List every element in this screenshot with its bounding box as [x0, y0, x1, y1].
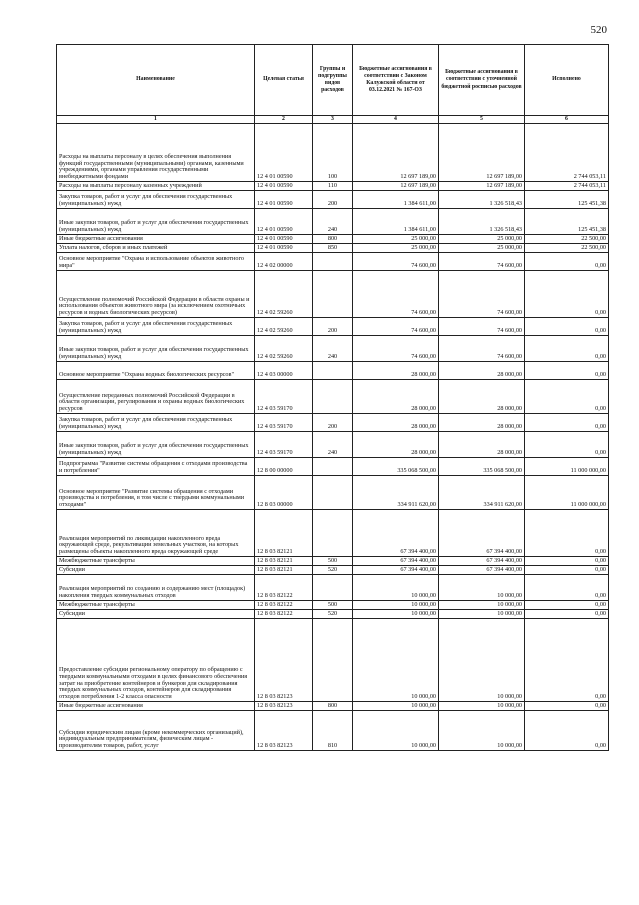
row-expense-group	[313, 253, 353, 271]
row-expense-group: 500	[313, 557, 353, 566]
row-expense-group	[313, 458, 353, 476]
row-refined-amount: 28 000,00	[439, 362, 525, 380]
row-executed-amount: 11 000 000,00	[525, 476, 609, 510]
row-expense-group	[313, 271, 353, 318]
row-refined-amount: 67 394 400,00	[439, 510, 525, 557]
table-row	[57, 711, 609, 751]
row-expense-group: 110	[313, 182, 353, 191]
row-law-amount: 10 000,00	[353, 711, 439, 751]
table-row	[57, 235, 609, 244]
row-executed-amount: 0,00	[525, 566, 609, 575]
row-target-article: 12 4 03 59170	[255, 380, 313, 414]
row-name: Основное мероприятие "Охрана водных биологических ресурсов"	[57, 362, 255, 380]
row-law-amount: 1 384 611,00	[353, 191, 439, 209]
row-name: Иные бюджетные ассигнования	[57, 702, 255, 711]
row-name: Основное мероприятие "Развитие системы обращения с отходами производства и потребления, в том числе с твердыми коммунальными отходами"	[57, 476, 255, 510]
page-number: 520	[590, 24, 607, 36]
row-target-article: 12 8 03 82122	[255, 575, 313, 601]
table-row	[57, 318, 609, 336]
row-name: Межбюджетные трансферты	[57, 557, 255, 566]
column-number: 4	[353, 116, 439, 124]
row-expense-group: 200	[313, 191, 353, 209]
row-law-amount: 25 000,00	[353, 235, 439, 244]
row-name: Иные бюджетные ассигнования	[57, 235, 255, 244]
table-row	[57, 610, 609, 619]
row-name: Закупка товаров, работ и услуг для обеспечения государственных (муниципальных) нужд	[57, 318, 255, 336]
row-expense-group: 100	[313, 124, 353, 182]
row-target-article: 12 4 03 00000	[255, 362, 313, 380]
row-target-article: 12 8 00 00000	[255, 458, 313, 476]
row-executed-amount: 125 451,38	[525, 191, 609, 209]
row-expense-group: 520	[313, 566, 353, 575]
row-expense-group	[313, 362, 353, 380]
row-name: Расходы на выплаты персоналу казенных учреждений	[57, 182, 255, 191]
row-law-amount: 1 384 611,00	[353, 209, 439, 235]
row-law-amount: 28 000,00	[353, 432, 439, 458]
row-refined-amount: 28 000,00	[439, 380, 525, 414]
table-row	[57, 191, 609, 209]
row-name: Субсидии	[57, 610, 255, 619]
row-target-article: 12 8 03 82123	[255, 619, 313, 702]
row-target-article: 12 4 02 59260	[255, 271, 313, 318]
table-row	[57, 124, 609, 182]
row-refined-amount: 74 600,00	[439, 336, 525, 362]
row-expense-group	[313, 575, 353, 601]
row-executed-amount: 0,00	[525, 601, 609, 610]
row-expense-group: 240	[313, 432, 353, 458]
table-row	[57, 557, 609, 566]
row-expense-group: 240	[313, 209, 353, 235]
row-law-amount: 74 600,00	[353, 271, 439, 318]
table-header	[57, 45, 609, 116]
budget-table	[56, 44, 609, 751]
row-executed-amount: 2 744 053,11	[525, 124, 609, 182]
row-law-amount: 12 697 189,00	[353, 182, 439, 191]
row-expense-group: 520	[313, 610, 353, 619]
row-refined-amount: 10 000,00	[439, 702, 525, 711]
row-refined-amount: 1 326 518,43	[439, 209, 525, 235]
row-target-article: 12 4 01 00590	[255, 209, 313, 235]
row-expense-group	[313, 380, 353, 414]
row-refined-amount: 334 911 620,00	[439, 476, 525, 510]
row-target-article: 12 4 02 00000	[255, 253, 313, 271]
row-law-amount: 10 000,00	[353, 601, 439, 610]
table-row	[57, 476, 609, 510]
row-name: Субсидии юридическим лицам (кроме некоммерческих организаций), индивидуальным предпринимателям, физическим лицам - производителям товаров, работ, услуг	[57, 711, 255, 751]
row-law-amount: 28 000,00	[353, 362, 439, 380]
row-refined-amount: 67 394 400,00	[439, 566, 525, 575]
row-refined-amount: 28 000,00	[439, 414, 525, 432]
row-name: Закупка товаров, работ и услуг для обеспечения государственных (муниципальных) нужд	[57, 191, 255, 209]
row-expense-group: 800	[313, 235, 353, 244]
row-executed-amount: 0,00	[525, 510, 609, 557]
row-law-amount: 74 600,00	[353, 253, 439, 271]
row-law-amount: 67 394 400,00	[353, 510, 439, 557]
table-row	[57, 362, 609, 380]
row-executed-amount: 0,00	[525, 432, 609, 458]
row-target-article: 12 4 02 59260	[255, 336, 313, 362]
column-number: 2	[255, 116, 313, 124]
row-target-article: 12 4 01 00590	[255, 182, 313, 191]
row-target-article: 12 8 03 82121	[255, 510, 313, 557]
row-target-article: 12 4 03 59170	[255, 414, 313, 432]
table-body	[57, 116, 609, 751]
header-name: Наименование	[57, 45, 255, 116]
row-executed-amount: 0,00	[525, 336, 609, 362]
table-row	[57, 601, 609, 610]
row-refined-amount: 12 697 189,00	[439, 182, 525, 191]
row-executed-amount: 0,00	[525, 271, 609, 318]
row-law-amount: 74 600,00	[353, 336, 439, 362]
row-executed-amount: 11 000 000,00	[525, 458, 609, 476]
row-law-amount: 10 000,00	[353, 610, 439, 619]
row-executed-amount: 0,00	[525, 619, 609, 702]
row-refined-amount: 12 697 189,00	[439, 124, 525, 182]
row-name: Реализация мероприятий по ликвидации накопленного вреда окружающей среде, рекультивации земельных участков, на которых размещены объекты накопленного вреда окружающей среде	[57, 510, 255, 557]
row-refined-amount: 10 000,00	[439, 601, 525, 610]
row-name: Закупка товаров, работ и услуг для обеспечения государственных (муниципальных) нужд	[57, 414, 255, 432]
row-target-article: 12 4 01 00590	[255, 191, 313, 209]
row-refined-amount: 335 068 500,00	[439, 458, 525, 476]
table-row	[57, 253, 609, 271]
row-law-amount: 12 697 189,00	[353, 124, 439, 182]
row-executed-amount: 0,00	[525, 362, 609, 380]
table-row	[57, 432, 609, 458]
row-expense-group: 200	[313, 414, 353, 432]
row-target-article: 12 8 03 82121	[255, 557, 313, 566]
row-refined-amount: 28 000,00	[439, 432, 525, 458]
row-name: Иные закупки товаров, работ и услуг для обеспечения государственных (муниципальных) нужд	[57, 209, 255, 235]
row-refined-amount: 67 394 400,00	[439, 557, 525, 566]
header-expense-group: Группы и подгруппы видов расходов	[313, 45, 353, 116]
row-executed-amount: 125 451,38	[525, 209, 609, 235]
row-law-amount: 10 000,00	[353, 702, 439, 711]
table-row	[57, 702, 609, 711]
table-row	[57, 619, 609, 702]
row-law-amount: 335 068 500,00	[353, 458, 439, 476]
row-name: Осуществление переданных полномочий Российской Федерации в области организации, регулирования и охраны водных биологических ресурсов	[57, 380, 255, 414]
row-executed-amount: 0,00	[525, 575, 609, 601]
row-executed-amount: 22 500,00	[525, 244, 609, 253]
row-refined-amount: 10 000,00	[439, 711, 525, 751]
row-name: Основное мероприятие "Охрана и использование объектов животного мира"	[57, 253, 255, 271]
row-executed-amount: 0,00	[525, 253, 609, 271]
row-target-article: 12 4 02 59260	[255, 318, 313, 336]
table-row	[57, 458, 609, 476]
row-expense-group: 800	[313, 702, 353, 711]
row-target-article: 12 8 03 82123	[255, 702, 313, 711]
row-executed-amount: 0,00	[525, 557, 609, 566]
column-number: 3	[313, 116, 353, 124]
row-executed-amount: 0,00	[525, 318, 609, 336]
row-law-amount: 10 000,00	[353, 575, 439, 601]
row-refined-amount: 25 000,00	[439, 235, 525, 244]
row-name: Иные закупки товаров, работ и услуг для обеспечения государственных (муниципальных) нужд	[57, 432, 255, 458]
row-law-amount: 334 911 620,00	[353, 476, 439, 510]
row-target-article: 12 8 03 82123	[255, 711, 313, 751]
table-row	[57, 271, 609, 318]
header-target-article: Целевая статья	[255, 45, 313, 116]
row-refined-amount: 74 600,00	[439, 253, 525, 271]
row-expense-group: 200	[313, 318, 353, 336]
row-executed-amount: 0,00	[525, 610, 609, 619]
row-expense-group: 810	[313, 711, 353, 751]
row-executed-amount: 0,00	[525, 702, 609, 711]
row-refined-amount: 1 326 518,43	[439, 191, 525, 209]
row-law-amount: 67 394 400,00	[353, 566, 439, 575]
row-target-article: 12 4 01 00590	[255, 244, 313, 253]
row-law-amount: 10 000,00	[353, 619, 439, 702]
row-refined-amount: 10 000,00	[439, 619, 525, 702]
row-expense-group: 500	[313, 601, 353, 610]
row-name: Расходы на выплаты персоналу в целях обеспечения выполнения функций государственными (муниципальными) органами, казенными учреждениями, органами управления государственными внебюджетными фондами	[57, 124, 255, 182]
row-name: Подпрограмма "Развитие системы обращения с отходами производства и потребления"	[57, 458, 255, 476]
header-law-allocation: Бюджетные ассигнования в соответствии с Законом Калужской области от 03.12.2021 № 167-ОЗ	[353, 45, 439, 116]
row-name: Предоставление субсидии региональному оператору по обращению с твердыми коммунальными отходами в целях финансового обеспечения затрат на приобретение контейнеров и бункеров для складирования твердых коммунальных отходов, контейнеров для складирования отходов потребления 1-2 класса опасности	[57, 619, 255, 702]
row-refined-amount: 10 000,00	[439, 575, 525, 601]
row-target-article: 12 8 03 82121	[255, 566, 313, 575]
table-row	[57, 336, 609, 362]
row-executed-amount: 22 500,00	[525, 235, 609, 244]
row-executed-amount: 2 744 053,11	[525, 182, 609, 191]
table-row	[57, 566, 609, 575]
row-name: Межбюджетные трансферты	[57, 601, 255, 610]
row-name: Иные закупки товаров, работ и услуг для обеспечения государственных (муниципальных) нужд	[57, 336, 255, 362]
row-expense-group	[313, 476, 353, 510]
row-law-amount: 28 000,00	[353, 380, 439, 414]
row-executed-amount: 0,00	[525, 711, 609, 751]
row-executed-amount: 0,00	[525, 414, 609, 432]
row-law-amount: 67 394 400,00	[353, 557, 439, 566]
header-executed: Исполнено	[525, 45, 609, 116]
row-target-article: 12 8 03 82122	[255, 610, 313, 619]
row-refined-amount: 10 000,00	[439, 610, 525, 619]
row-target-article: 12 8 03 82122	[255, 601, 313, 610]
column-number: 6	[525, 116, 609, 124]
row-name: Осуществление полномочий Российской Федерации в области охраны и использования объектов животного мира (за исключением охотничьих ресурсов и водных биологических ресурсов)	[57, 271, 255, 318]
row-expense-group	[313, 510, 353, 557]
row-target-article: 12 8 03 00000	[255, 476, 313, 510]
column-number: 1	[57, 116, 255, 124]
row-name: Реализация мероприятий по созданию и содержанию мест (площадок) накопления твердых коммунальных отходов	[57, 575, 255, 601]
row-expense-group: 240	[313, 336, 353, 362]
table-row	[57, 510, 609, 557]
row-name: Субсидии	[57, 566, 255, 575]
row-executed-amount: 0,00	[525, 380, 609, 414]
table-row	[57, 414, 609, 432]
row-refined-amount: 74 600,00	[439, 271, 525, 318]
row-law-amount: 25 000,00	[353, 244, 439, 253]
row-expense-group	[313, 619, 353, 702]
row-law-amount: 28 000,00	[353, 414, 439, 432]
column-number-row	[57, 116, 609, 124]
row-target-article: 12 4 01 00590	[255, 124, 313, 182]
row-name: Уплата налогов, сборов и иных платежей	[57, 244, 255, 253]
table-row	[57, 244, 609, 253]
column-number: 5	[439, 116, 525, 124]
header-refined-allocation: Бюджетные ассигнования в соответствии с уточненной бюджетной росписью расходов	[439, 45, 525, 116]
table-row	[57, 209, 609, 235]
row-expense-group: 850	[313, 244, 353, 253]
row-law-amount: 74 600,00	[353, 318, 439, 336]
row-refined-amount: 74 600,00	[439, 318, 525, 336]
row-refined-amount: 25 000,00	[439, 244, 525, 253]
table-row	[57, 380, 609, 414]
table-row	[57, 182, 609, 191]
row-target-article: 12 4 03 59170	[255, 432, 313, 458]
row-target-article: 12 4 01 00590	[255, 235, 313, 244]
table-row	[57, 575, 609, 601]
